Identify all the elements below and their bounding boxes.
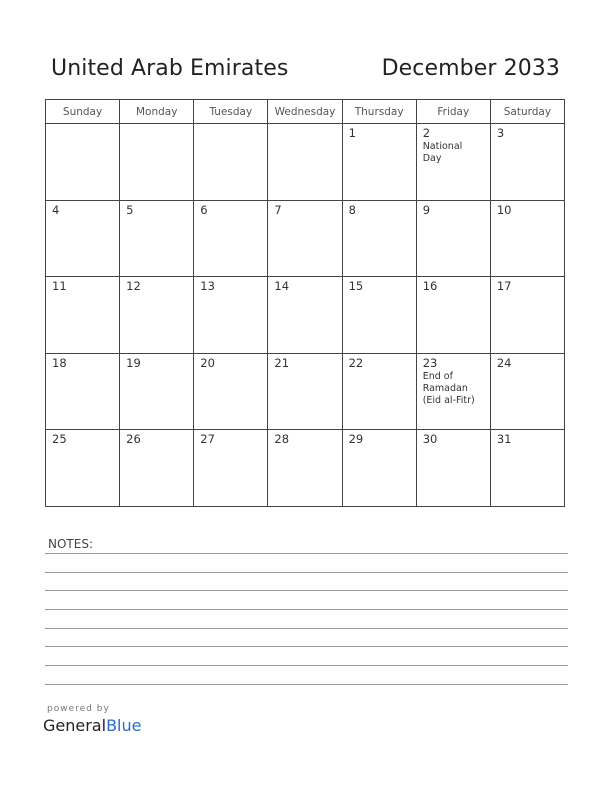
day-number: 17 — [496, 279, 512, 293]
day-cell — [490, 200, 564, 277]
day-cell — [490, 124, 564, 201]
holiday-label: End of Ramadan (Eid al-Fitr) — [422, 370, 475, 406]
day-number: 31 — [496, 432, 512, 446]
day-number: 24 — [496, 355, 512, 370]
day-number: 18 — [52, 355, 67, 370]
day-number: 30 — [422, 432, 438, 446]
day-cell — [342, 124, 416, 201]
day-cell — [268, 353, 342, 430]
day-number: 5 — [126, 202, 134, 217]
day-number: 20 — [200, 355, 215, 370]
day-cell — [416, 200, 490, 277]
powered-by-label: powered by — [47, 704, 110, 714]
weekday-saturday: Saturday — [490, 100, 564, 124]
day-number: 9 — [422, 202, 431, 217]
logo-text-general: General — [43, 716, 107, 735]
day-number: 13 — [200, 279, 215, 293]
note-line — [45, 553, 568, 554]
day-number: 25 — [52, 432, 67, 446]
day-cell — [120, 430, 194, 507]
week-row — [46, 353, 565, 430]
weekday-sunday: Sunday — [46, 100, 120, 124]
day-number: 7 — [274, 202, 282, 217]
day-number: 12 — [126, 279, 141, 293]
day-number: 21 — [274, 355, 290, 370]
note-line — [45, 609, 568, 610]
day-number: 10 — [496, 202, 512, 217]
day-number: 4 — [52, 202, 60, 217]
holiday-label: National Day — [422, 141, 463, 164]
day-cell — [194, 277, 268, 354]
day-number: 26 — [126, 432, 141, 446]
note-line — [45, 665, 568, 666]
day-cell — [416, 430, 490, 507]
note-line — [45, 646, 568, 647]
day-number: 6 — [200, 202, 208, 217]
day-cell — [46, 200, 120, 277]
day-cell — [268, 430, 342, 507]
weekday-friday: Friday — [416, 100, 490, 124]
day-number: 16 — [422, 279, 438, 293]
day-cell — [490, 430, 564, 507]
day-cell — [268, 124, 342, 201]
day-number: 15 — [348, 279, 364, 293]
day-cell — [268, 200, 342, 277]
week-row — [46, 277, 565, 354]
notes-label: NOTES: — [48, 537, 93, 551]
day-number: 11 — [52, 279, 67, 293]
day-cell — [120, 124, 194, 201]
day-number: 22 — [348, 355, 364, 370]
day-cell — [120, 200, 194, 277]
week-row — [46, 200, 565, 277]
day-number: 29 — [348, 432, 364, 446]
country-title: United Arab Emirates — [51, 56, 289, 81]
day-cell — [46, 124, 120, 201]
day-cell — [342, 353, 416, 430]
weekday-tuesday: Tuesday — [194, 100, 268, 124]
day-cell — [46, 353, 120, 430]
day-cell — [120, 353, 194, 430]
day-number: 8 — [348, 202, 356, 217]
day-cell — [194, 200, 268, 277]
day-cell — [416, 353, 490, 430]
logo-text-blue: Blue — [106, 716, 142, 735]
generalblue-logo — [43, 716, 141, 735]
day-number: 2 — [422, 126, 431, 140]
day-cell — [416, 124, 490, 201]
day-cell — [194, 430, 268, 507]
day-number: 14 — [274, 279, 290, 293]
day-cell — [120, 277, 194, 354]
calendar-grid — [45, 99, 565, 507]
day-number: 1 — [348, 126, 356, 140]
week-row — [46, 124, 565, 201]
day-cell — [416, 277, 490, 354]
note-line — [45, 684, 568, 685]
day-cell — [194, 124, 268, 201]
note-line — [45, 590, 568, 591]
month-year-title: December 2033 — [381, 56, 560, 81]
note-line — [45, 628, 568, 629]
day-cell — [194, 353, 268, 430]
day-cell — [342, 430, 416, 507]
day-number: 28 — [274, 432, 290, 446]
day-number: 23 — [422, 355, 438, 370]
day-cell — [490, 353, 564, 430]
note-line — [45, 572, 568, 573]
day-cell — [342, 277, 416, 354]
weekday-monday: Monday — [120, 100, 194, 124]
weekday-header-row — [46, 100, 565, 124]
day-cell — [46, 430, 120, 507]
day-cell — [342, 200, 416, 277]
week-row — [46, 430, 565, 507]
day-cell — [46, 277, 120, 354]
weekday-wednesday: Wednesday — [268, 100, 342, 124]
day-cell — [268, 277, 342, 354]
weekday-thursday: Thursday — [342, 100, 416, 124]
day-number: 3 — [496, 126, 505, 140]
day-number: 27 — [200, 432, 215, 446]
day-cell — [490, 277, 564, 354]
day-number: 19 — [126, 355, 141, 370]
